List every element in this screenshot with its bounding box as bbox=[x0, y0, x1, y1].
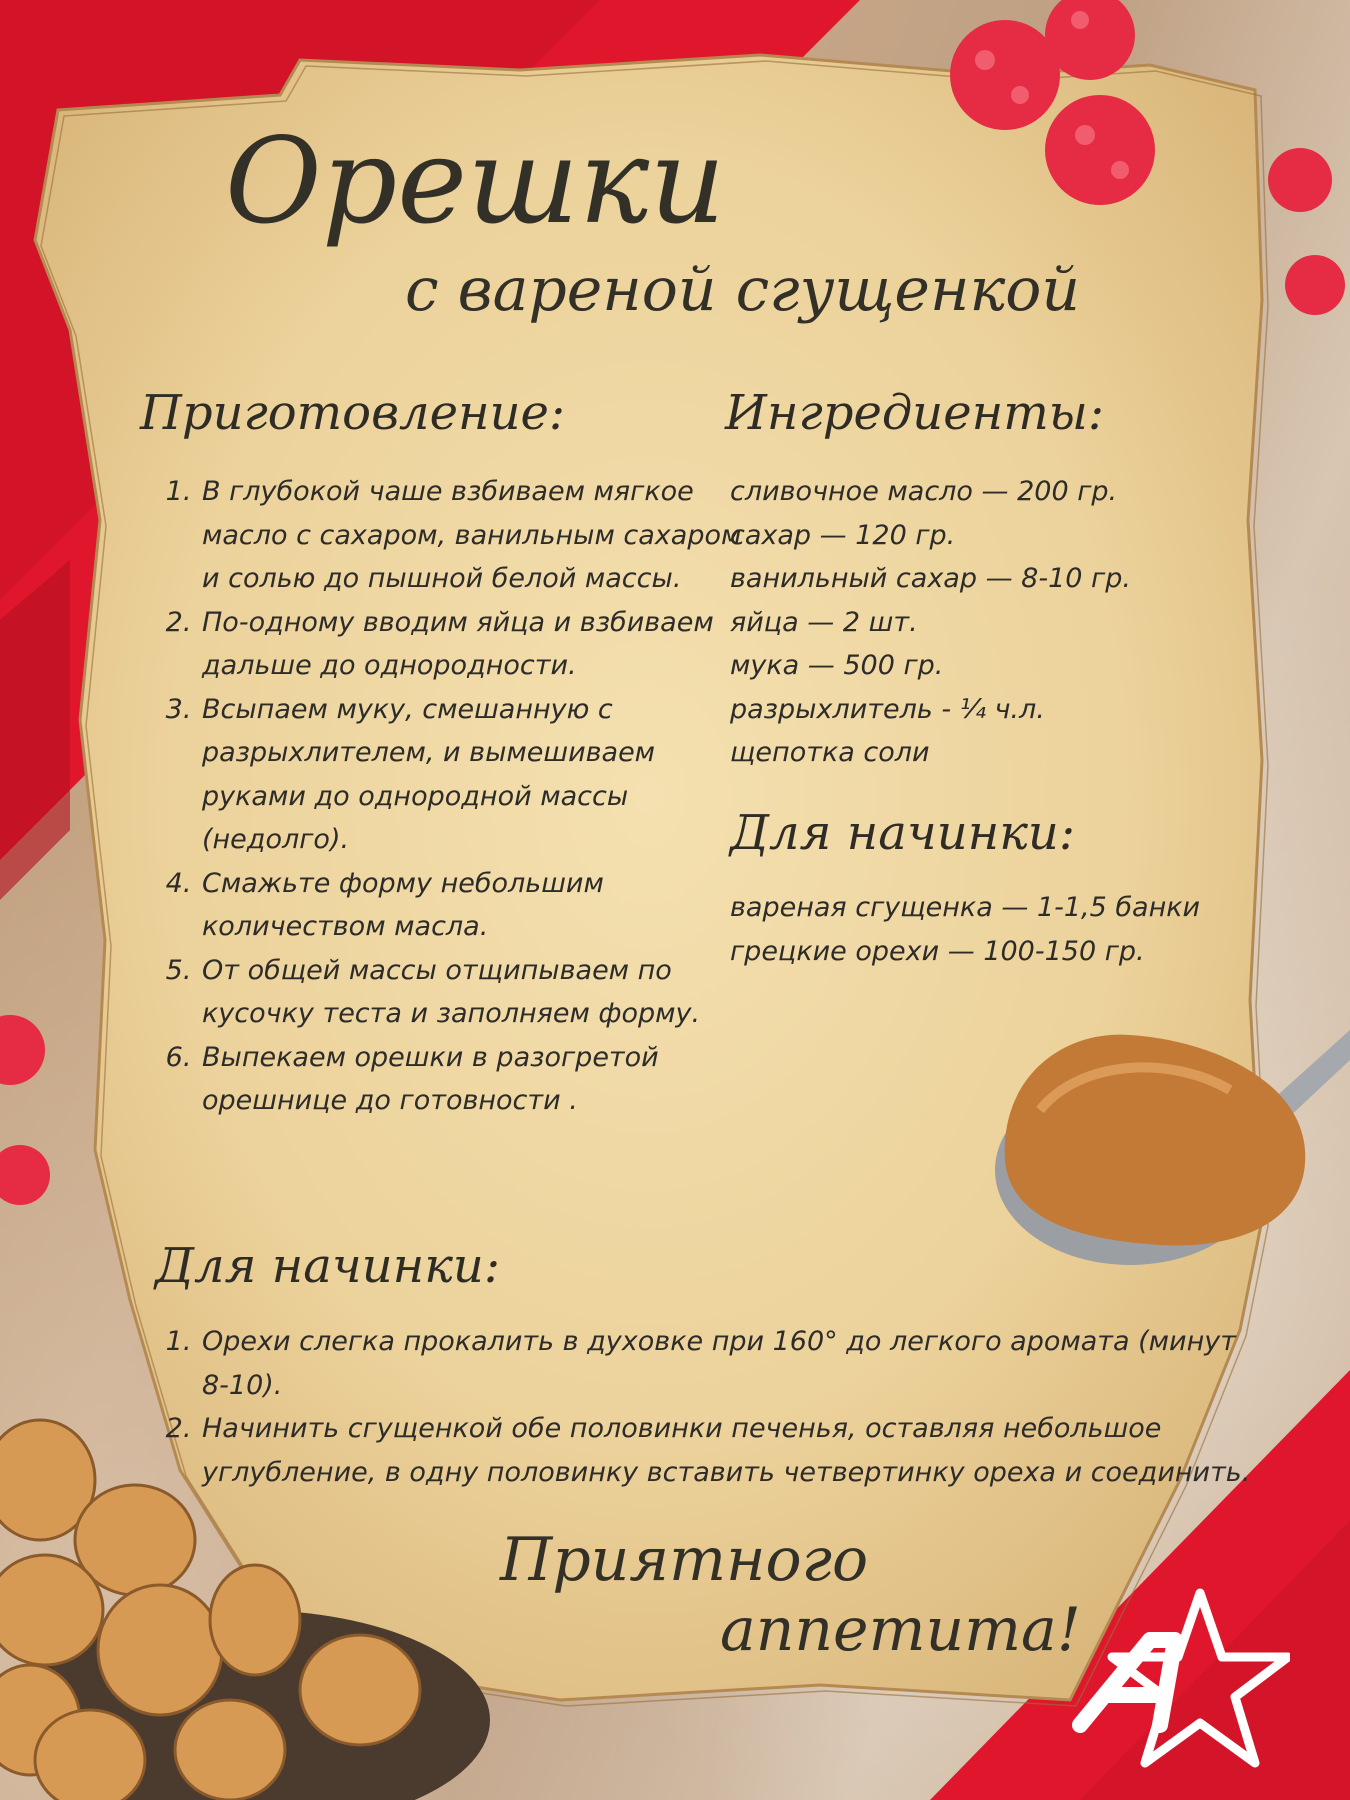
list-item: 5. От общей массы отщипываем по кусочку теста и заполняем форму. bbox=[200, 949, 760, 1036]
list-item: 2. По-одному вводим яйца и взбиваем дальше до однородности. bbox=[200, 601, 760, 688]
list-item: грецкие орехи — 100-150 гр. bbox=[730, 935, 1145, 967]
recipe-title: Орешки bbox=[225, 112, 726, 250]
list-item: сахар — 120 гр. bbox=[730, 519, 956, 551]
list-item: вареная сгущенка — 1-1,5 банки bbox=[730, 892, 1201, 923]
list-item: мука — 500 гр. bbox=[730, 650, 944, 681]
list-item: 6. Выпекаем орешки в разогретой орешнице до готовности . bbox=[200, 1036, 760, 1123]
list-item: 1. Орехи слегка прокалить в духовке при 160° до легкого аромата (минут 8-10). bbox=[200, 1320, 1260, 1407]
list-item: 4. Смажьте форму небольшим количеством масла. bbox=[200, 862, 760, 949]
filling-steps-heading: Для начинки: bbox=[155, 1238, 500, 1294]
list-item: щепотка соли bbox=[730, 737, 930, 768]
list-item: 1. В глубокой чаше взбиваем мягкое масло с сахаром, ванильным сахаром и солью до пышной белой массы. bbox=[200, 470, 760, 601]
preparation-steps bbox=[160, 470, 760, 1123]
filling-ingredients-heading: Для начинки: bbox=[730, 805, 1075, 861]
list-item: разрыхлитель - ¼ ч.л. bbox=[730, 693, 1045, 725]
closing-line-1: Приятного bbox=[500, 1525, 869, 1595]
preparation-heading: Приготовление: bbox=[140, 385, 566, 441]
list-item: 3. Всыпаем муку, смешанную с разрыхлителем, и вымешиваем руками до однородной массы (недолго). bbox=[200, 688, 760, 862]
list-item: 2. Начинить сгущенкой обе половинки печенья, оставляя небольшое углубление, в одну половинку вставить четвертинку ореха и соединить. bbox=[200, 1407, 1260, 1494]
filling-ingredients-list bbox=[730, 886, 1200, 973]
list-item: яйца — 2 шт. bbox=[730, 606, 918, 638]
ingredients-list bbox=[730, 470, 1131, 775]
filling-steps bbox=[160, 1320, 1260, 1494]
recipe-subtitle: с вареной сгущенкой bbox=[405, 255, 1081, 325]
ingredients-heading: Ингредиенты: bbox=[725, 385, 1105, 441]
list-item: сливочное масло — 200 гр. bbox=[730, 476, 1118, 507]
list-item: ванильный сахар — 8-10 гр. bbox=[730, 563, 1131, 594]
star-logo-icon bbox=[1060, 1585, 1290, 1785]
closing-line-2: аппетита! bbox=[720, 1595, 1081, 1665]
